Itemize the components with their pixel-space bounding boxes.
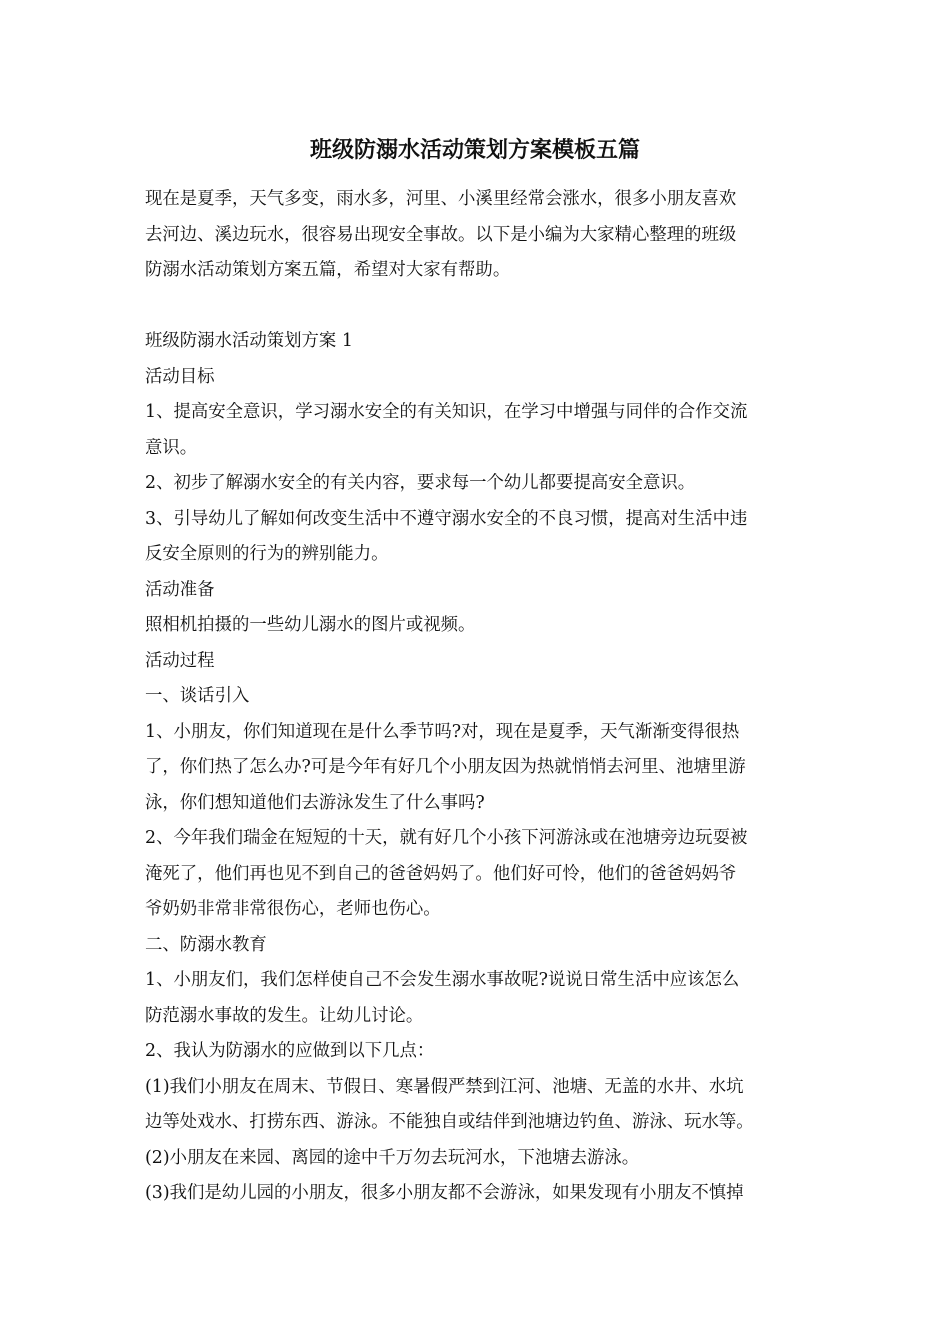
text-line: 班级防溺水活动策划方案 1 — [145, 331, 353, 351]
intro-paragraph — [145, 182, 810, 289]
text-line: 意识。 — [145, 437, 198, 458]
rule-item-3 — [145, 1176, 810, 1212]
text-line: 了，你们热了怎么办?可是今年有好几个小朋友因为热就悄悄去河里、池塘里游 — [145, 757, 746, 777]
goal-item-3 — [145, 502, 810, 573]
text-line: 1、小朋友们，我们怎样使自己不会发生溺水事故呢?说说日常生活中应该怎么 — [145, 970, 740, 990]
text-line: 二、防溺水教育 — [145, 934, 267, 955]
intro-line: 去河边、溪边玩水，很容易出现安全事故。以下是小编为大家精心整理的班级 — [145, 224, 737, 245]
prep-text — [145, 608, 810, 644]
text-line: (3)我们是幼儿园的小朋友，很多小朋友都不会游泳，如果发现有小朋友不慎掉 — [145, 1183, 744, 1203]
document-title: 班级防溺水活动策划方案模板五篇 — [309, 137, 640, 163]
text-line: 2、今年我们瑞金在短短的十天，就有好几个小孩下河游泳或在池塘旁边玩耍被 — [145, 828, 748, 848]
text-line: 爷奶奶非常非常很伤心，老师也伤心。 — [145, 899, 441, 919]
goal-item-1 — [145, 395, 810, 466]
text-line: 一、谈话引入 — [145, 686, 250, 706]
text-line: 2、初步了解溺水安全的有关内容，要求每一个幼儿都要提高安全意识。 — [145, 473, 696, 493]
part-two-item-2 — [145, 1034, 810, 1070]
text-line: 淹死了，他们再也见不到自己的爸爸妈妈了。他们好可怜，他们的爸爸妈妈爷 — [145, 863, 737, 884]
section-heading — [145, 324, 810, 360]
part-one-item-2 — [145, 821, 810, 928]
text-line: (2)小朋友在来园、离园的途中千万勿去玩河水，下池塘去游泳。 — [145, 1147, 640, 1168]
subheading-activity-process — [145, 644, 810, 680]
text-line: 活动目标 — [145, 366, 215, 387]
rule-item-2 — [145, 1141, 810, 1177]
part-one-heading — [145, 679, 810, 715]
text-line: (1)我们小朋友在周末、节假日、寒暑假严禁到江河、池塘、无盖的水井、水坑 — [145, 1076, 744, 1097]
text-line: 活动过程 — [145, 650, 215, 671]
text-line: 反安全原则的行为的辨别能力。 — [145, 544, 389, 564]
text-line: 泳，你们想知道他们去游泳发生了什么事吗? — [145, 792, 485, 813]
text-line: 防范溺水事故的发生。让幼儿讨论。 — [145, 1005, 424, 1026]
text-line: 1、小朋友，你们知道现在是什么季节吗?对，现在是夏季，天气渐渐变得很热 — [145, 721, 740, 742]
part-two-heading — [145, 928, 810, 964]
text-line: 照相机拍摄的一些幼儿溺水的图片或视频。 — [145, 615, 476, 635]
text-line: 边等处戏水、打捞东西、游泳。不能独自或结伴到池塘边钓鱼、游泳、玩水等。 — [145, 1112, 754, 1132]
text-line: 2、我认为防溺水的应做到以下几点： — [145, 1041, 435, 1061]
subheading-activity-prep — [145, 573, 810, 609]
text-line: 3、引导幼儿了解如何改变生活中不遵守溺水安全的不良习惯，提高对生活中违 — [145, 508, 748, 529]
document-body — [145, 182, 810, 1212]
intro-line: 现在是夏季，天气多变，雨水多，河里、小溪里经常会涨水，很多小朋友喜欢 — [145, 189, 737, 209]
blank-line — [145, 289, 810, 325]
goal-item-2 — [145, 466, 810, 502]
part-two-item-1 — [145, 963, 810, 1034]
text-line: 1、提高安全意识，学习溺水安全的有关知识，在学习中增强与同伴的合作交流 — [145, 402, 748, 422]
rule-item-1 — [145, 1070, 810, 1141]
subheading-activity-goals — [145, 360, 810, 396]
intro-line: 防溺水活动策划方案五篇，希望对大家有帮助。 — [145, 260, 511, 280]
part-one-item-1 — [145, 715, 810, 822]
text-line: 活动准备 — [145, 579, 215, 600]
